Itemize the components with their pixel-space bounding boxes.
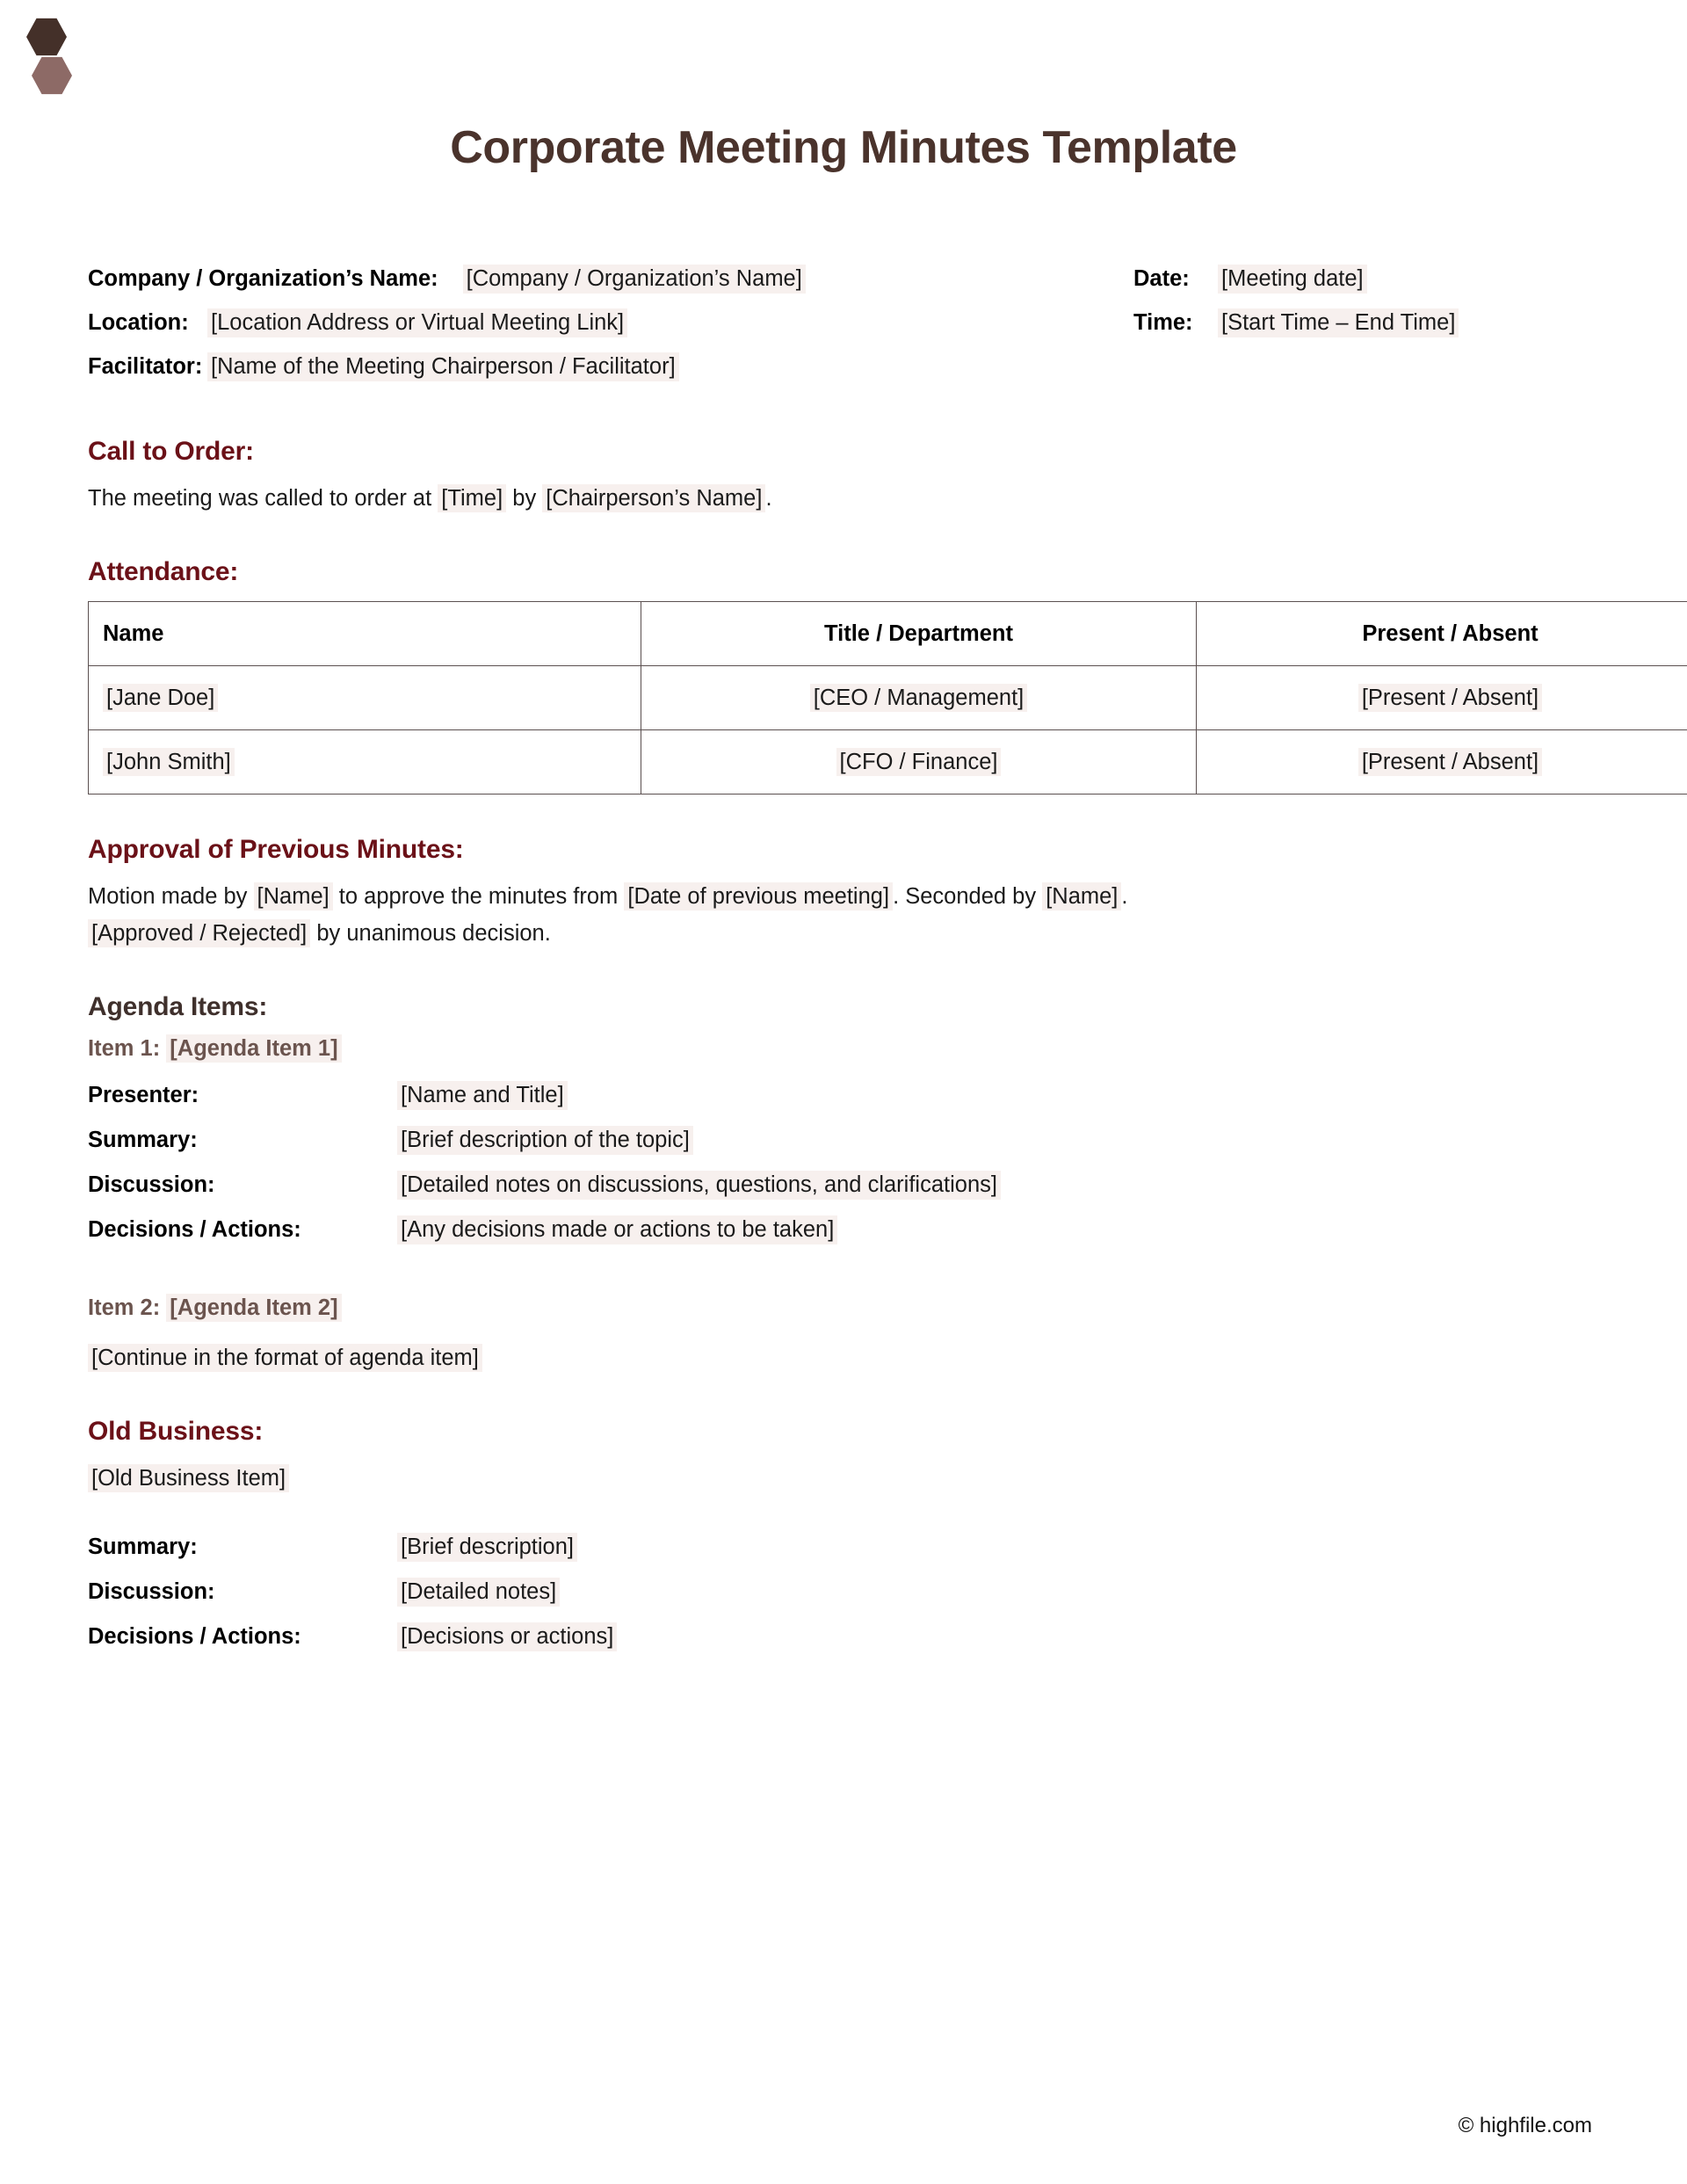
agenda-item-2-title xyxy=(88,1295,1599,1321)
approval-text-2: to approve the minutes from xyxy=(332,884,625,910)
approval-text-6: by unanimous decision. xyxy=(310,920,551,946)
agenda-item-1-prefix: Item 1: xyxy=(88,1036,167,1062)
hexagon-light-icon xyxy=(32,56,72,95)
old-business-summary-row xyxy=(88,1533,1599,1562)
agenda-item-1-name[interactable]: [Agenda Item 1] xyxy=(166,1034,341,1063)
agenda-1-decisions-label: Decisions / Actions: xyxy=(88,1217,301,1243)
approval-text-1: Motion made by xyxy=(88,884,254,910)
old-business-summary-value[interactable]: [Brief description] xyxy=(397,1533,577,1562)
agenda-1-summary-value[interactable]: [Brief description of the topic] xyxy=(397,1126,693,1155)
approval-heading: Approval of Previous Minutes: xyxy=(88,835,464,865)
cell-present xyxy=(1197,666,1687,730)
cto-text-2: by xyxy=(506,486,543,512)
agenda-1-discussion-label: Discussion: xyxy=(88,1172,215,1198)
old-business-discussion-label: Discussion: xyxy=(88,1578,215,1604)
cell-present xyxy=(1197,730,1687,795)
cell-name xyxy=(89,666,641,730)
section-approval xyxy=(88,835,1599,952)
field-location-label: Location: xyxy=(88,310,189,336)
old-business-discussion-row xyxy=(88,1578,1599,1607)
meeting-header-right xyxy=(1133,265,1573,352)
agenda-item-2-continue xyxy=(88,1340,1599,1376)
attendance-heading: Attendance: xyxy=(88,557,239,587)
cto-text-3: . xyxy=(765,486,772,512)
call-to-order-heading: Call to Order: xyxy=(88,437,254,467)
table-row xyxy=(89,666,1687,730)
approval-name-2[interactable]: [Name] xyxy=(1042,882,1121,911)
footer-copyright: © highfile.com xyxy=(1458,2114,1592,2137)
column-header-title: Title / Department xyxy=(641,602,1197,666)
field-location-value[interactable]: [Location Address or Virtual Meeting Link] xyxy=(207,308,627,337)
agenda-1-summary-row xyxy=(88,1126,1599,1155)
hexagon-dark-icon xyxy=(26,18,67,56)
agenda-item-2-name[interactable]: [Agenda Item 2] xyxy=(166,1294,341,1322)
approval-text-3: . Seconded by xyxy=(893,884,1043,910)
cell-name xyxy=(89,730,641,795)
cell-title xyxy=(641,666,1197,730)
approval-text-4: . xyxy=(1121,884,1128,910)
cto-time-placeholder[interactable]: [Time] xyxy=(438,484,506,512)
brand-logo xyxy=(19,12,125,109)
cell-name-value[interactable]: [John Smith] xyxy=(103,748,235,776)
agenda-heading: Agenda Items: xyxy=(88,992,268,1022)
field-facilitator-label: Facilitator: xyxy=(88,354,203,380)
section-call-to-order xyxy=(88,437,1599,517)
agenda-1-presenter-row xyxy=(88,1081,1599,1110)
agenda-item-1-title xyxy=(88,1036,1599,1062)
field-facilitator-value[interactable]: [Name of the Meeting Chairperson / Facilitator] xyxy=(207,352,679,381)
field-time-label: Time: xyxy=(1133,310,1193,336)
agenda-1-decisions-row xyxy=(88,1215,1599,1244)
cto-text-1: The meeting was called to order at xyxy=(88,486,438,512)
old-business-heading: Old Business: xyxy=(88,1417,264,1447)
section-attendance xyxy=(88,557,1599,795)
cell-present-value[interactable]: [Present / Absent] xyxy=(1358,684,1542,712)
field-date-value[interactable]: [Meeting date] xyxy=(1218,265,1367,294)
cell-title-value[interactable]: [CFO / Finance] xyxy=(836,748,1002,776)
cto-chair-placeholder[interactable]: [Chairperson’s Name] xyxy=(542,484,765,512)
approval-name-1[interactable]: [Name] xyxy=(254,882,333,911)
column-header-present: Present / Absent xyxy=(1197,602,1687,666)
call-to-order-text xyxy=(88,481,1599,517)
old-business-discussion-value[interactable]: [Detailed notes] xyxy=(397,1578,560,1607)
agenda-item-2-continue-value[interactable]: [Continue in the format of agenda item] xyxy=(88,1344,482,1372)
agenda-1-presenter-label: Presenter: xyxy=(88,1083,199,1108)
cell-present-value[interactable]: [Present / Absent] xyxy=(1358,748,1542,776)
meeting-header-left xyxy=(88,265,1125,381)
old-business-item xyxy=(88,1461,1599,1497)
field-time-value[interactable]: [Start Time – End Time] xyxy=(1218,308,1459,337)
agenda-spacer xyxy=(88,1260,1599,1295)
table-row xyxy=(89,730,1687,795)
approval-text xyxy=(88,879,1599,952)
cell-name-value[interactable]: [Jane Doe] xyxy=(103,684,218,712)
page-title: Corporate Meeting Minutes Template xyxy=(450,122,1237,173)
old-business-decisions-label: Decisions / Actions: xyxy=(88,1623,301,1649)
field-company-label: Company / Organization’s Name: xyxy=(88,266,438,292)
agenda-item-2-prefix: Item 2: xyxy=(88,1295,167,1321)
table-header-row xyxy=(89,602,1687,666)
field-location xyxy=(88,308,1125,337)
field-company xyxy=(88,265,1125,294)
agenda-1-discussion-row xyxy=(88,1171,1599,1200)
agenda-1-summary-label: Summary: xyxy=(88,1128,198,1153)
attendance-table xyxy=(88,601,1687,795)
approval-prev-date[interactable]: [Date of previous meeting] xyxy=(624,882,893,911)
section-old-business xyxy=(88,1417,1599,1651)
field-date-label: Date: xyxy=(1133,266,1190,292)
approval-status[interactable]: [Approved / Rejected] xyxy=(88,919,310,947)
column-header-name: Name xyxy=(89,602,641,666)
cell-title-value[interactable]: [CEO / Management] xyxy=(810,684,1028,712)
agenda-1-discussion-value[interactable]: [Detailed notes on discussions, questions, and clarifications] xyxy=(397,1171,1001,1200)
old-business-decisions-row xyxy=(88,1622,1599,1651)
old-business-summary-label: Summary: xyxy=(88,1534,198,1559)
field-date xyxy=(1133,265,1573,294)
old-business-spacer xyxy=(88,1498,1599,1533)
field-facilitator xyxy=(88,352,1125,381)
agenda-1-presenter-value[interactable]: [Name and Title] xyxy=(397,1081,568,1110)
field-time xyxy=(1133,308,1573,337)
old-business-item-value[interactable]: [Old Business Item] xyxy=(88,1464,289,1492)
cell-title xyxy=(641,730,1197,795)
old-business-decisions-value[interactable]: [Decisions or actions] xyxy=(397,1622,617,1651)
section-agenda xyxy=(88,992,1599,1376)
field-company-value[interactable]: [Company / Organization’s Name] xyxy=(463,265,806,294)
meeting-header-block xyxy=(88,265,1599,396)
agenda-1-decisions-value[interactable]: [Any decisions made or actions to be taken] xyxy=(397,1215,837,1244)
